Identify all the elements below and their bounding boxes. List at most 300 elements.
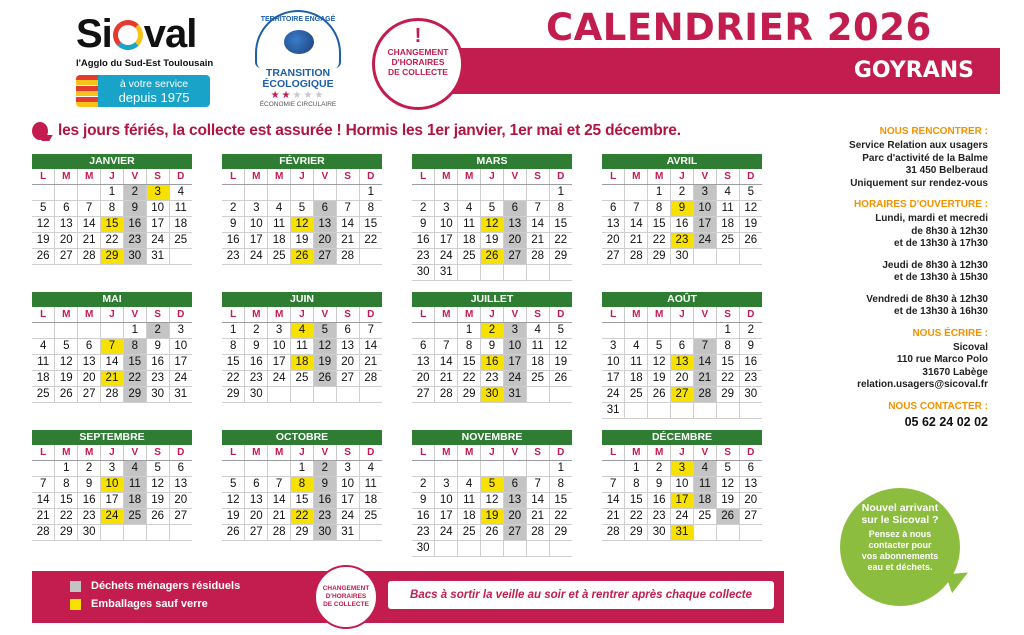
legend-swatch-gray [70,581,81,592]
day-cell: 17 [671,492,694,508]
day-cell: 3 [169,322,192,338]
change-line-1: CHANGEMENT [387,47,449,57]
day-cell: 20 [412,370,435,386]
empty-cell [526,460,549,476]
day-cell: 1 [101,184,124,200]
day-cell: 22 [458,370,481,386]
empty-cell [549,264,572,280]
day-cell: 20 [336,354,359,370]
day-cell: 20 [169,492,192,508]
day-cell: 2 [739,322,762,338]
day-cell: 6 [739,460,762,476]
day-cell: 11 [359,476,382,492]
day-cell: 23 [671,232,694,248]
day-cell: 6 [169,460,192,476]
empty-cell [336,184,359,200]
day-cell: 17 [169,354,192,370]
day-cell: 9 [245,338,268,354]
weekday-label: D [359,445,382,460]
day-cell: 25 [169,232,192,248]
day-cell: 14 [602,492,625,508]
day-cell: 21 [625,232,648,248]
change-line-3: DE COLLECTE [388,67,448,77]
weekday-label: J [101,445,124,460]
day-cell: 24 [435,524,458,540]
month-grid [32,445,192,541]
day-cell: 1 [549,184,572,200]
day-cell: 18 [458,232,481,248]
day-cell: 14 [625,216,648,232]
day-cell: 27 [78,386,101,402]
day-cell: 21 [101,370,124,386]
empty-cell [55,322,78,338]
day-cell: 2 [245,322,268,338]
month-name: JUIN [222,292,382,307]
day-cell: 13 [503,216,526,232]
day-cell: 19 [313,354,336,370]
day-cell: 17 [245,232,268,248]
weekday-label: M [55,169,78,184]
day-cell: 23 [412,524,435,540]
hours-line: et de 13h30 à 15h30 [894,272,988,283]
day-cell: 18 [625,370,648,386]
holiday-notice [32,122,681,140]
day-cell: 27 [313,248,336,264]
day-cell: 10 [435,216,458,232]
bin-instructions: Bacs à sortir la veille au soir et à rentrer après chaque collecte [388,581,774,609]
day-cell: 28 [435,386,458,402]
empty-cell [32,460,55,476]
day-cell: 29 [291,524,314,540]
bubble-text-line: eau et déchets. [867,562,933,572]
month-name: DÉCEMBRE [602,430,762,445]
weekday-label: D [549,445,572,460]
day-cell: 13 [412,354,435,370]
weekday-label: S [716,307,739,322]
day-cell: 30 [481,386,504,402]
day-cell: 22 [123,370,146,386]
day-cell: 30 [412,264,435,280]
day-cell: 11 [32,354,55,370]
empty-cell [169,524,192,540]
day-cell: 30 [648,524,671,540]
empty-cell [693,322,716,338]
day-cell: 5 [739,184,762,200]
day-cell: 17 [336,492,359,508]
month-calendar [32,154,192,265]
weekday-label: L [412,307,435,322]
day-cell: 20 [55,232,78,248]
empty-cell [359,524,382,540]
weekday-label: M [435,169,458,184]
day-cell: 1 [55,460,78,476]
day-cell: 15 [549,492,572,508]
day-cell: 12 [32,216,55,232]
day-cell: 5 [222,476,245,492]
day-cell: 23 [412,248,435,264]
day-cell: 13 [503,492,526,508]
empty-cell [359,386,382,402]
day-cell: 14 [693,354,716,370]
month-name: FÉVRIER [222,154,382,169]
day-cell: 24 [435,248,458,264]
empty-cell [101,322,124,338]
empty-cell [32,322,55,338]
day-cell: 28 [359,370,382,386]
day-cell: 21 [78,232,101,248]
day-cell: 3 [693,184,716,200]
day-cell: 4 [526,322,549,338]
day-cell: 27 [55,248,78,264]
day-cell: 17 [268,354,291,370]
weekday-label: S [526,169,549,184]
weekday-label: J [481,445,504,460]
day-cell: 25 [291,370,314,386]
day-cell: 11 [291,338,314,354]
day-cell: 8 [101,200,124,216]
empty-cell [716,524,739,540]
day-cell: 24 [146,232,169,248]
empty-cell [549,540,572,556]
empty-cell [526,184,549,200]
day-cell: 2 [123,184,146,200]
footer-badge-line: CHANGEMENT [322,585,370,592]
day-cell: 5 [55,338,78,354]
day-cell: 16 [245,354,268,370]
day-cell: 15 [716,354,739,370]
day-cell: 3 [336,460,359,476]
empty-cell [435,460,458,476]
day-cell: 7 [78,200,101,216]
day-cell: 4 [268,200,291,216]
empty-cell [625,322,648,338]
empty-cell [526,540,549,556]
day-cell: 19 [55,370,78,386]
day-cell: 23 [648,508,671,524]
weekday-label: M [648,307,671,322]
holiday-notice-text: les jours fériés, la collecte est assurée ! Hormis les 1er janvier, 1er mai et 25 décembre. [58,122,681,139]
day-cell: 20 [739,492,762,508]
day-cell: 11 [123,476,146,492]
month-grid [602,169,762,265]
day-cell: 1 [291,460,314,476]
month-name: AVRIL [602,154,762,169]
empty-cell [146,524,169,540]
day-cell: 25 [268,248,291,264]
hours-heading: HORAIRES D'OUVERTURE : [853,199,988,210]
empty-cell [169,248,192,264]
month-grid [412,307,572,403]
weekday-label: J [101,307,124,322]
weekday-label: D [739,445,762,460]
day-cell: 3 [435,200,458,216]
calendar-grid [32,154,772,564]
day-cell: 15 [549,216,572,232]
empty-cell [671,402,694,418]
change-line-2: D'HORAIRES [391,57,445,67]
day-cell: 11 [458,216,481,232]
day-cell: 18 [359,492,382,508]
day-cell: 30 [739,386,762,402]
day-cell: 26 [716,508,739,524]
weekday-label: S [716,445,739,460]
service-line-1: à votre service [119,78,189,90]
day-cell: 8 [625,476,648,492]
day-cell: 31 [671,524,694,540]
weekday-label: M [458,445,481,460]
day-cell: 20 [503,232,526,248]
city-banner [444,48,1000,94]
day-cell: 30 [123,248,146,264]
month-grid [412,445,572,557]
weekday-label: V [123,169,146,184]
day-cell: 28 [526,524,549,540]
day-cell: 30 [245,386,268,402]
weekday-label: D [169,169,192,184]
day-cell: 26 [146,508,169,524]
empty-cell [412,460,435,476]
day-cell: 18 [268,232,291,248]
day-cell: 4 [169,184,192,200]
day-cell: 9 [739,338,762,354]
day-cell: 22 [549,508,572,524]
month-calendar [602,430,762,541]
weekday-label: M [78,307,101,322]
day-cell: 13 [245,492,268,508]
day-cell: 14 [101,354,124,370]
empty-cell [648,322,671,338]
day-cell: 21 [336,232,359,248]
day-cell: 25 [458,524,481,540]
day-cell: 4 [291,322,314,338]
weekday-label: L [32,169,55,184]
empty-cell [55,184,78,200]
logo-wordmark [76,14,226,54]
month-name: JUILLET [412,292,572,307]
day-cell: 12 [549,338,572,354]
empty-cell [359,248,382,264]
day-cell: 7 [32,476,55,492]
day-cell: 23 [78,508,101,524]
bubble-title-2: sur le Sicoval ? [861,514,939,526]
day-cell: 31 [602,402,625,418]
month-grid [222,445,382,541]
weekday-label: J [671,169,694,184]
empty-cell [716,402,739,418]
day-cell: 3 [146,184,169,200]
day-cell: 24 [245,248,268,264]
day-cell: 25 [693,508,716,524]
empty-cell [481,540,504,556]
day-cell: 13 [602,216,625,232]
weekday-label: L [32,307,55,322]
day-cell: 28 [268,524,291,540]
day-cell: 11 [169,200,192,216]
meet-line: Service Relation aux usagers [849,140,988,151]
day-cell: 15 [648,216,671,232]
empty-cell [458,264,481,280]
day-cell: 19 [648,370,671,386]
day-cell: 14 [435,354,458,370]
day-cell: 22 [222,370,245,386]
day-cell: 6 [503,476,526,492]
day-cell: 21 [693,370,716,386]
day-cell: 13 [739,476,762,492]
day-cell: 9 [671,200,694,216]
empty-cell [435,184,458,200]
day-cell: 22 [648,232,671,248]
month-name: NOVEMBRE [412,430,572,445]
day-cell: 7 [625,200,648,216]
empty-cell [123,524,146,540]
day-cell: 30 [671,248,694,264]
empty-cell [481,264,504,280]
empty-cell [739,248,762,264]
address-line: 110 rue Marco Polo [896,354,988,365]
legend-item [70,577,240,595]
day-cell: 18 [32,370,55,386]
empty-cell [503,264,526,280]
day-cell: 29 [458,386,481,402]
day-cell: 23 [146,370,169,386]
day-cell: 29 [123,386,146,402]
day-cell: 7 [359,322,382,338]
day-cell: 14 [268,492,291,508]
day-cell: 21 [32,508,55,524]
day-cell: 16 [671,216,694,232]
month-calendar [602,292,762,419]
day-cell: 20 [245,508,268,524]
meet-line: 31 450 Belberaud [905,165,988,176]
day-cell: 6 [245,476,268,492]
empty-cell [602,460,625,476]
footer-badge-line: D'HORAIRES [325,593,367,600]
day-cell: 25 [526,370,549,386]
eco-sub-label: ÉCONOMIE CIRCULAIRE [259,101,337,108]
weekday-label: L [222,169,245,184]
empty-cell [625,402,648,418]
day-cell: 6 [313,200,336,216]
weekday-label: L [602,307,625,322]
empty-cell [78,184,101,200]
day-cell: 28 [32,524,55,540]
day-cell: 11 [693,476,716,492]
empty-cell [101,524,124,540]
meet-heading: NOUS RENCONTRER : [879,126,988,137]
empty-cell [222,460,245,476]
empty-cell [245,460,268,476]
empty-cell [503,540,526,556]
day-cell: 18 [291,354,314,370]
weekday-label: S [526,445,549,460]
phone-number[interactable]: 05 62 24 02 02 [904,414,988,429]
day-cell: 13 [671,354,694,370]
day-cell: 27 [245,524,268,540]
legend-swatch-yellow [70,599,81,610]
day-cell: 5 [313,322,336,338]
empty-cell [526,386,549,402]
legend-label: Déchets ménagers résiduels [91,580,241,592]
day-cell: 11 [716,200,739,216]
day-cell: 4 [458,200,481,216]
weekday-label: M [435,307,458,322]
eco-stars [250,90,346,101]
weekday-label: J [291,169,314,184]
empty-cell [291,184,314,200]
empty-cell [693,524,716,540]
day-cell: 18 [716,216,739,232]
day-cell: 5 [549,322,572,338]
day-cell: 7 [336,200,359,216]
day-cell: 17 [435,232,458,248]
day-cell: 25 [123,508,146,524]
weekday-label: V [123,307,146,322]
day-cell: 9 [313,476,336,492]
day-cell: 12 [55,354,78,370]
weekday-label: S [716,169,739,184]
day-cell: 5 [32,200,55,216]
day-cell: 19 [549,354,572,370]
email-link[interactable]: relation.usagers@sicoval.fr [857,379,988,390]
weekday-label: M [78,169,101,184]
empty-cell [716,248,739,264]
day-cell: 24 [169,370,192,386]
day-cell: 25 [716,232,739,248]
eco-top-label: TERRITOIRE ENGAGÉ [260,16,336,23]
day-cell: 26 [549,370,572,386]
eco-transition-badge [250,10,346,114]
day-cell: 13 [78,354,101,370]
day-cell: 6 [78,338,101,354]
day-cell: 22 [101,232,124,248]
empty-cell [32,184,55,200]
day-cell: 30 [313,524,336,540]
weekday-label: V [313,445,336,460]
day-cell: 17 [146,216,169,232]
hours-line: et de 13h30 à 16h30 [894,306,988,317]
day-cell: 22 [716,370,739,386]
month-grid [602,445,762,541]
day-cell: 26 [739,232,762,248]
empty-cell [78,322,101,338]
empty-cell [458,540,481,556]
legend [70,577,240,613]
weekday-label: J [671,307,694,322]
day-cell: 27 [412,386,435,402]
logo-word-left: Si [76,12,112,56]
day-cell: 19 [146,492,169,508]
day-cell: 12 [481,216,504,232]
day-cell: 13 [313,216,336,232]
day-cell: 1 [549,460,572,476]
day-cell: 1 [625,460,648,476]
empty-cell [313,184,336,200]
weekday-label: V [313,169,336,184]
star-off-icons: ★★★ [292,90,326,101]
day-cell: 19 [291,232,314,248]
day-cell: 22 [625,508,648,524]
day-cell: 5 [481,476,504,492]
day-cell: 8 [123,338,146,354]
day-cell: 16 [739,354,762,370]
weekday-label: V [123,445,146,460]
empty-cell [268,184,291,200]
weekday-label: L [412,445,435,460]
calendar-title: CALENDRIER 2026 [546,6,932,49]
day-cell: 27 [503,248,526,264]
weekday-label: M [268,307,291,322]
day-cell: 5 [291,200,314,216]
